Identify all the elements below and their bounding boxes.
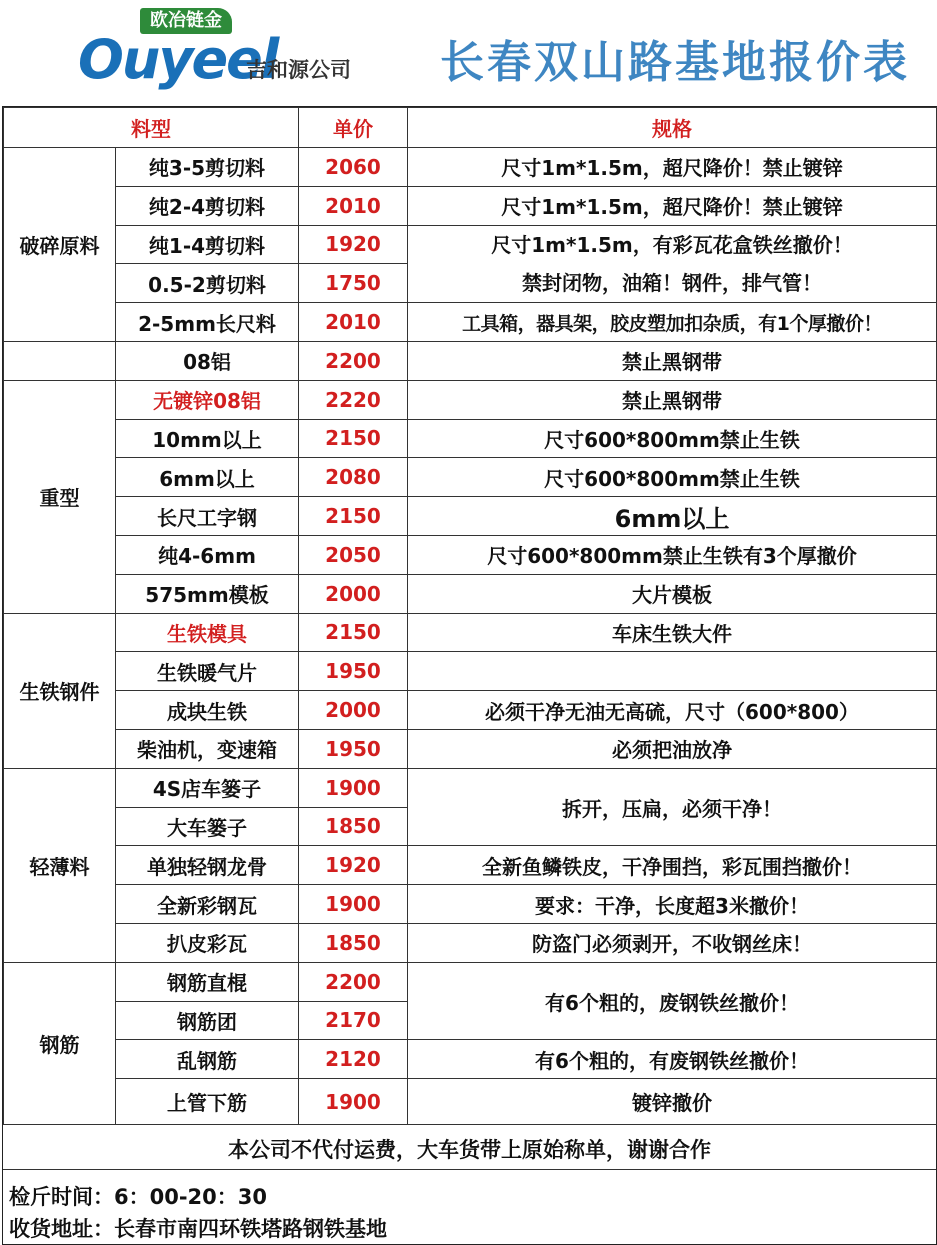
table-row [4, 691, 937, 730]
shipping-note: 本公司不代付运费，大车货带上原始称单，谢谢合作 [3, 1131, 936, 1170]
table-row [4, 380, 937, 419]
item-price: 2080 [299, 458, 408, 497]
column-header-type: 料型 [4, 108, 299, 148]
item-name: 柴油机，变速箱 [116, 729, 299, 768]
item-price: 2200 [299, 962, 408, 1001]
logo-tag: 欧冶链金 [140, 8, 232, 34]
item-name: 上管下筋 [116, 1079, 299, 1125]
item-spec: 尺寸600*800mm禁止生铁 [408, 458, 937, 497]
item-name: 生铁模具 [116, 613, 299, 652]
item-spec: 车床生铁大件 [408, 613, 937, 652]
item-spec: 尺寸600*800mm禁止生铁有3个厚撤价 [408, 535, 937, 574]
item-price: 2010 [299, 186, 408, 225]
table-row [4, 729, 937, 768]
table-row [4, 225, 937, 264]
item-name: 纯4-6mm [116, 535, 299, 574]
item-price: 1950 [299, 652, 408, 691]
table-row [4, 1040, 937, 1079]
item-price: 1920 [299, 846, 408, 885]
item-price: 2000 [299, 691, 408, 730]
delivery-address: 收货地址：长春市南四环铁塔路钢铁基地 [9, 1217, 387, 1241]
item-name: 钢筋团 [116, 1001, 299, 1040]
item-price: 2220 [299, 380, 408, 419]
item-name: 6mm以上 [116, 458, 299, 497]
item-spec: 尺寸600*800mm禁止生铁 [408, 419, 937, 458]
item-price: 2170 [299, 1001, 408, 1040]
inspection-hours: 检斤时间：6：00-20：30 [9, 1185, 267, 1209]
item-price: 2010 [299, 303, 408, 342]
company-logo [78, 8, 378, 98]
item-spec: 尺寸1m*1.5m，超尺降价！禁止镀锌 [408, 148, 937, 187]
item-spec: 禁止黑钢带 [408, 380, 937, 419]
item-spec: 拆开，压扁，必须干净！ [408, 768, 937, 846]
logo-brand: Ouyeel [78, 28, 278, 91]
item-spec: 有6个粗的，有废钢铁丝撤价！ [408, 1040, 937, 1079]
item-spec: 工具箱，器具架，胶皮塑加扣杂质，有1个厚撤价！ [408, 303, 937, 342]
item-name: 乱钢筋 [116, 1040, 299, 1079]
item-name: 575mm模板 [116, 574, 299, 613]
item-name: 成块生铁 [116, 691, 299, 730]
table-row [4, 885, 937, 924]
page-title: 长春双山路基地报价表 [440, 37, 910, 88]
item-name: 扒皮彩瓦 [116, 923, 299, 962]
item-price: 1850 [299, 923, 408, 962]
item-name: 钢筋直棍 [116, 962, 299, 1001]
logo-company: 吉和源公司 [246, 58, 351, 82]
price-table [3, 107, 937, 1125]
item-price: 1900 [299, 1079, 408, 1125]
item-spec: 要求：干净，长度超3米撤价！ [408, 885, 937, 924]
item-name: 无镀锌08铝 [116, 380, 299, 419]
item-price: 2200 [299, 341, 408, 380]
item-name: 单独轻钢龙骨 [116, 846, 299, 885]
item-name: 纯1-4剪切料 [116, 225, 299, 264]
table-row [4, 613, 937, 652]
item-spec [408, 652, 937, 691]
item-price: 2150 [299, 497, 408, 536]
item-name: 2-5mm长尺料 [116, 303, 299, 342]
item-price: 2050 [299, 535, 408, 574]
category-cell: 钢筋 [4, 962, 116, 1124]
header [0, 0, 937, 108]
table-row [4, 186, 937, 225]
item-spec: 全新鱼鳞铁皮，干净围挡，彩瓦围挡撤价！ [408, 846, 937, 885]
table-row [4, 962, 937, 1001]
table-row [4, 341, 937, 380]
item-spec: 防盗门必须剥开，不收钢丝床！ [408, 923, 937, 962]
table-row [4, 497, 937, 536]
table-row [4, 652, 937, 691]
item-spec: 大片模板 [408, 574, 937, 613]
item-spec: 必须干净无油无高硫，尺寸（600*800） [408, 691, 937, 730]
column-header-price: 单价 [299, 108, 408, 148]
item-price: 2060 [299, 148, 408, 187]
item-price: 2120 [299, 1040, 408, 1079]
item-spec: 有6个粗的，废钢铁丝撤价！ [408, 962, 937, 1040]
category-cell [4, 341, 116, 380]
column-header-spec: 规格 [408, 108, 937, 148]
table-row [4, 535, 937, 574]
table-row [4, 768, 937, 807]
item-name: 生铁暖气片 [116, 652, 299, 691]
table-row [4, 419, 937, 458]
item-name: 4S店车篓子 [116, 768, 299, 807]
table-row [4, 458, 937, 497]
price-sheet [2, 106, 937, 1245]
category-cell: 重型 [4, 380, 116, 613]
item-name: 全新彩钢瓦 [116, 885, 299, 924]
table-row [4, 574, 937, 613]
table-row [4, 148, 937, 187]
item-name: 10mm以上 [116, 419, 299, 458]
item-name: 长尺工字钢 [116, 497, 299, 536]
item-price: 1900 [299, 768, 408, 807]
table-row [4, 1079, 937, 1125]
table-header-row [4, 108, 937, 148]
item-spec: 镀锌撤价 [408, 1079, 937, 1125]
item-spec: 尺寸1m*1.5m，超尺降价！禁止镀锌 [408, 186, 937, 225]
item-price: 1920 [299, 225, 408, 264]
item-spec: 尺寸1m*1.5m，有彩瓦花盒铁丝撤价！ 禁封闭物，油箱！钢件，排气管！ [408, 225, 937, 303]
item-price: 2000 [299, 574, 408, 613]
item-price: 1950 [299, 729, 408, 768]
item-name: 纯3-5剪切料 [116, 148, 299, 187]
item-name: 纯2-4剪切料 [116, 186, 299, 225]
item-price: 2150 [299, 419, 408, 458]
item-price: 1750 [299, 264, 408, 303]
item-price: 2150 [299, 613, 408, 652]
item-spec: 必须把油放净 [408, 729, 937, 768]
category-cell: 轻薄料 [4, 768, 116, 962]
item-name: 08铝 [116, 341, 299, 380]
table-row [4, 303, 937, 342]
item-name: 0.5-2剪切料 [116, 264, 299, 303]
item-price: 1900 [299, 885, 408, 924]
category-cell: 生铁钢件 [4, 613, 116, 768]
item-spec: 6mm以上 [408, 497, 937, 536]
table-row [4, 846, 937, 885]
table-row [4, 923, 937, 962]
item-price: 1850 [299, 807, 408, 846]
item-name: 大车篓子 [116, 807, 299, 846]
category-cell: 破碎原料 [4, 148, 116, 342]
item-spec: 禁止黑钢带 [408, 341, 937, 380]
